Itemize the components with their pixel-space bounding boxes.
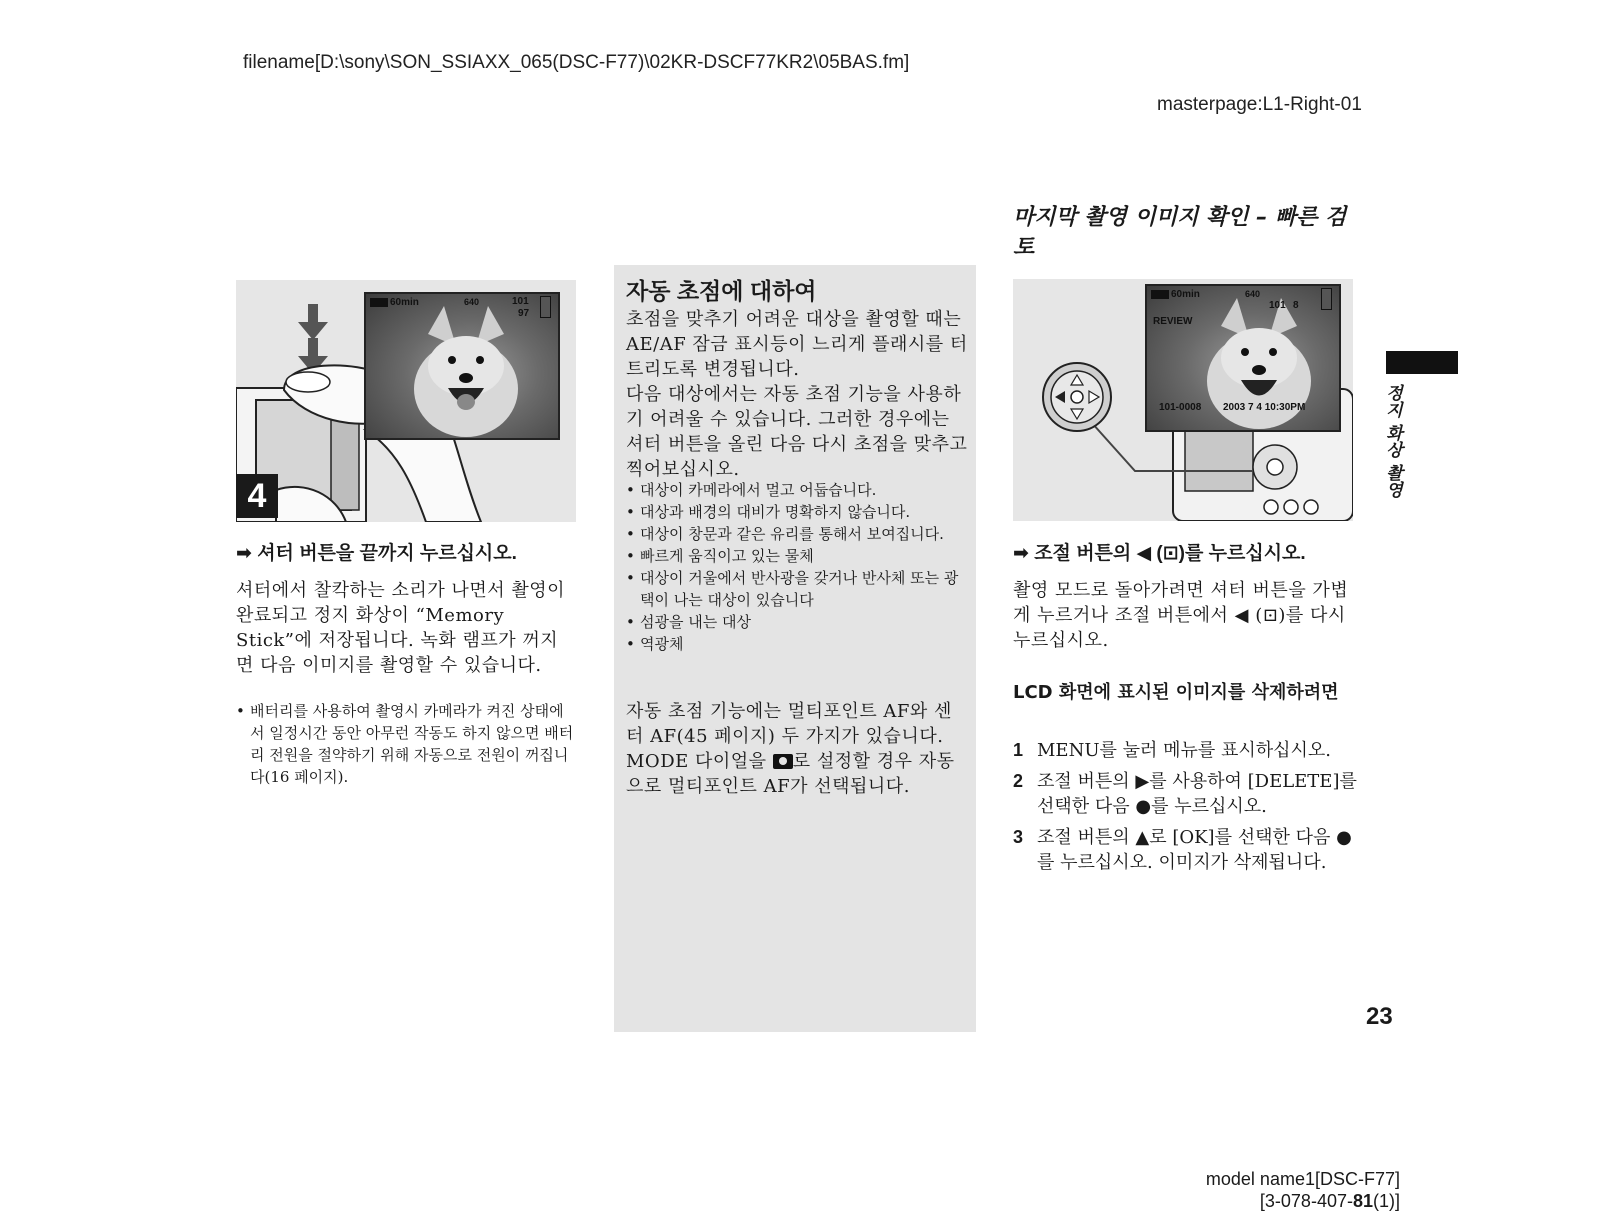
box-bullet: • 빠르게 움직이고 있는 물체 xyxy=(626,545,968,567)
left-note: • 배터리를 사용하여 촬영시 카메라가 켜진 상태에서 일정시간 동안 아무런 작동도 하지 않으면 배터리 전원을 절약하기 위해 자동으로 전원이 꺼집니다(16 페이지). xyxy=(236,700,576,788)
review-count: 8 xyxy=(1293,300,1299,311)
memory-stick-icon xyxy=(540,296,551,318)
delete-step xyxy=(1013,769,1358,819)
left-note-list xyxy=(236,700,576,788)
battery-icon xyxy=(370,298,388,307)
lcd-battery-value: 60min xyxy=(390,297,419,308)
review-figure xyxy=(1013,279,1353,521)
autofocus-box xyxy=(614,265,976,1032)
dog-photo-icon xyxy=(366,294,558,438)
camera-mode-icon xyxy=(773,754,793,769)
box-para1: 초점을 맞추기 어려운 대상을 촬영할 때는 AE/AF 잠금 표시등이 느리게 플래시를 터트리도록 변경됩니다. xyxy=(626,309,968,380)
box-bullet: • 섬광을 내는 대상 xyxy=(626,611,968,633)
lcd-count: 97 xyxy=(518,308,530,319)
box-bullet: • 역광체 xyxy=(626,633,968,655)
footer-code-bold: 81 xyxy=(1352,1191,1373,1211)
box-para3-end: 로 설정할 경우 자동으로 멀티포인트 AF가 선택됩니다. xyxy=(626,751,955,797)
step-text: 조절 버튼의 ▲로 [OK]를 선택한 다음 ●를 누르십시오. 이미지가 삭제됩니다. xyxy=(1037,827,1352,873)
step-text: 조절 버튼의 ▶를 사용하여 [DELETE]를 선택한 다음 ●를 누르십시오. xyxy=(1037,771,1357,817)
left-body: 셔터에서 찰칵하는 소리가 나면서 촬영이 완료되고 정지 화상이 “Memory Stick”에 저장됩니다. 녹화 램프가 꺼지면 다음 이미지를 촬영할 수 있습니다. xyxy=(236,580,565,676)
press-arrow-icon xyxy=(298,304,328,374)
review-battery-text xyxy=(1151,289,1200,300)
box-bullet: • 대상이 창문과 같은 유리를 통해서 보여집니다. xyxy=(626,523,968,545)
arrow-right-icon: ➡ xyxy=(236,543,252,564)
footer-code-suffix: (1)] xyxy=(1373,1191,1400,1211)
left-instruction xyxy=(236,538,576,565)
step-text: MENU를 눌러 메뉴를 표시하십시오. xyxy=(1037,740,1332,761)
lcd-preview xyxy=(364,292,560,440)
footer-code-prefix: [3-078-407- xyxy=(1259,1191,1353,1211)
page-number: 23 xyxy=(1366,1003,1393,1030)
step-number: 4 xyxy=(236,474,278,518)
right-body: 촬영 모드로 돌아가려면 셔터 버튼을 가볍게 누르거나 조절 버튼에서 ◀ (⊡)를 다시 누르십시오. xyxy=(1013,580,1349,651)
box-para3-start: 자동 초점 기능에는 멀티포인트 AF와 센터 AF(45 페이지) 두 가지가 있습니다. MODE 다이얼을 xyxy=(626,701,952,772)
footer xyxy=(1100,1168,1400,1212)
review-battery-value: 60min xyxy=(1171,289,1200,300)
shutter-figure xyxy=(236,280,576,522)
left-instruction-text: 셔터 버튼을 끝까지 누르십시오. xyxy=(257,543,517,564)
box-para2: 다음 대상에서는 자동 초점 기능을 사용하기 어려울 수 있습니다. 그러한 경우에는 셔터 버튼을 올린 다음 다시 초점을 맞추고 찍어보십시오. xyxy=(626,384,968,480)
box-bullet: • 대상과 배경의 대비가 명확하지 않습니다. xyxy=(626,501,968,523)
review-folder: 101 xyxy=(1269,300,1286,311)
section-title: 마지막 촬영 이미지 확인 – 빠른 검토 xyxy=(1013,205,1347,260)
control-pad-icon xyxy=(1043,363,1111,431)
box-bullet: • 대상이 거울에서 반사광을 갖거나 반사체 또는 광택이 나는 대상이 있습니다 xyxy=(626,567,968,611)
box-title: 자동 초점에 대하여 xyxy=(626,278,817,304)
memory-stick-icon xyxy=(1321,288,1332,310)
right-instruction xyxy=(1013,538,1358,565)
box-bullet-list xyxy=(626,479,968,655)
review-date: 2003 7 4 10:30PM xyxy=(1223,402,1306,413)
lcd-folder: 101 xyxy=(512,296,529,307)
review-lcd xyxy=(1145,284,1341,432)
sidebar-tab-marker xyxy=(1386,351,1458,374)
lcd-size: 640 xyxy=(464,297,480,307)
step-index: 1 xyxy=(1013,740,1024,760)
review-size: 640 xyxy=(1245,289,1261,299)
box-bullet: • 대상이 카메라에서 멀고 어둡습니다. xyxy=(626,479,968,501)
battery-icon xyxy=(1151,290,1169,299)
footer-code xyxy=(1100,1190,1400,1212)
right-instruction-text: 조절 버튼의 ◀ (⊡)를 누르십시오. xyxy=(1034,543,1306,564)
step-index: 2 xyxy=(1013,771,1024,791)
arrow-right-icon: ➡ xyxy=(1013,543,1029,564)
footer-model: model name1[DSC-F77] xyxy=(1205,1169,1400,1189)
box-para3 xyxy=(626,699,968,799)
delete-step xyxy=(1013,825,1358,875)
delete-steps xyxy=(1013,738,1358,881)
review-mode: REVIEW xyxy=(1153,316,1193,327)
review-file-number: 101-0008 xyxy=(1159,402,1202,413)
header-filename: filename[D:\sony\SON_SSIAXX_065(DSC-F77)\02KR-DSCF77KR2\05BAS.fm] xyxy=(243,52,910,73)
delete-subtitle: LCD 화면에 표시된 이미지를 삭제하려면 xyxy=(1013,682,1339,703)
delete-step xyxy=(1013,738,1358,763)
lcd-battery-text xyxy=(370,297,419,308)
header-masterpage: masterpage:L1-Right-01 xyxy=(1157,94,1362,115)
step-index: 3 xyxy=(1013,827,1024,847)
sidebar-label: 정지 화상 촬영 xyxy=(1382,384,1402,498)
